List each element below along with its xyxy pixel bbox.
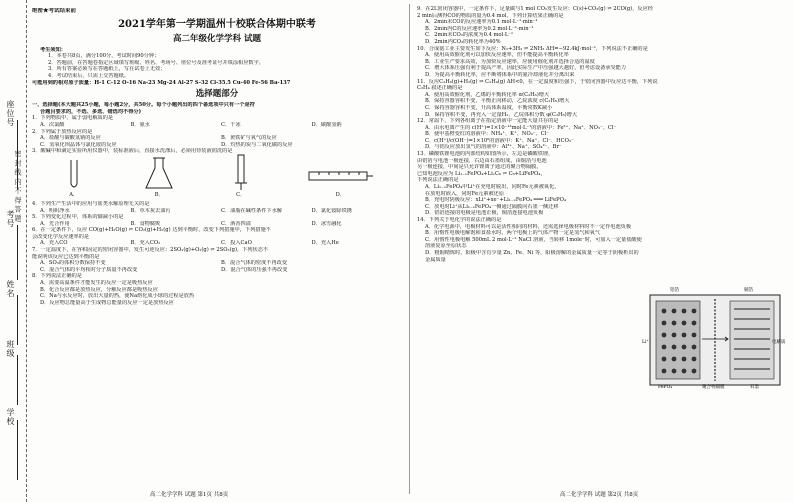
option: A．次氯酸: [40, 121, 65, 128]
question-stem: 6．在一定条件下，反应 CO(g)+H₂O(g) ⇌ CO₂(g)+H₂(g) 达到平衡时，改变下列措施中，下列措施不: [32, 227, 271, 234]
school-line: [17, 420, 18, 480]
option-row: [32, 267, 402, 274]
question-stem: 7．一定温度下，在容积固定的密闭容器中，发生可逆反应：2SO₂(g)+O₂(g) ⇌ 2SO₃(g)，下列状态不: [32, 247, 269, 254]
school-label: 学校: [6, 408, 15, 426]
apparatus-figures: [32, 157, 402, 199]
lfp-battery-diagram: [640, 283, 790, 391]
apparatus-b: [142, 156, 176, 199]
option: A．明矾净水: [40, 207, 70, 214]
question-stem: 14．下列关于电化学的说法正确的是: [417, 217, 502, 223]
option: B．2min内C的反应速率为0.2 mol·L⁻¹·min⁻¹: [425, 25, 534, 32]
secret-mark: 绝密★考试结束前: [32, 8, 77, 14]
option: A．化学电源中，电极材料可以是活性相同的材料，还需选择电极材料时不一定作电池负极: [425, 223, 632, 230]
option: A．需要高温条件才能发生的反应一定是吸热反应: [40, 280, 153, 287]
apparatus-label: D．: [335, 192, 345, 199]
option: D．灼热的炭与二氧化碳的反应: [221, 141, 293, 148]
question-stem: 11．反应C₂H₆(g)+H₂(g) ⇌ C₂H₄(g) ΔH<0，在一定温度和压强下，于密闭容器中反应达平衡，下列说: [417, 78, 658, 85]
option: C．氢氧化钡晶体与氯化铵的反应: [40, 141, 117, 148]
option: 溶液复原至原状态: [425, 243, 467, 250]
seal-line-text: 密 封 线 内 不 得 答 题: [14, 150, 22, 222]
graphite-label: 石墨: [750, 385, 759, 390]
name-label: 姓名: [6, 280, 15, 298]
option: B．保持容器容积不变，平衡正向移动，乙烷浓度 c(C₂H₆)增大: [425, 98, 570, 105]
question-stem: 4．下列生产生活中的应用与盐类水解原理无关的是: [32, 200, 150, 207]
option: B．充入CO₂: [130, 240, 161, 247]
al-foil-label: 铝箔: [670, 288, 679, 293]
exam-title: 2021学年第一学期温州十校联合体期中联考: [118, 18, 316, 30]
option-row: [32, 260, 402, 267]
option: B．氨水: [130, 121, 150, 128]
question-stem: 12．常温下，下列各组离子在指定溶液中一定能大量共存的是: [417, 118, 559, 125]
exam-no-label: 考号: [6, 210, 15, 228]
option: B．用惰性电极电解饱和食盐水时，两个电极上的气体产物一定是氢气和氧气: [425, 230, 601, 237]
question-stem: 已知电池反应为 Li₁₋ₓFePO₄+LiₓC₆ ⇌ C₆+LiFePO₄，: [417, 170, 546, 177]
page-1-footer: 高二化学学科 试题 第1页 共8页: [150, 492, 229, 498]
question-stem: 5．下列变化过程中，体系的熵减小的是: [32, 214, 124, 221]
graduated-cylinder-icon: [305, 162, 375, 192]
notice-item: 3．所有答案必须写在答题纸上，写在试卷上无效；: [48, 66, 166, 73]
option-row: [32, 208, 402, 215]
atomic-masses: 可能用到的相对原子质量：H-1 C-12 O-16 Na-23 Mg-24 Al-27 S-32 Cl-35.5 Cu-40 Fe-56 Ba-137: [32, 79, 291, 86]
option: A．充入CO: [40, 240, 68, 247]
name-line: [17, 295, 18, 345]
electrolyte-label: 电解质: [772, 340, 786, 345]
option: C．用惰性电极电解 500mL 2 mol·L⁻¹ NaCl 溶液，当转移 1mole⁻时，可加入一定量盐酸使: [425, 236, 642, 243]
page-2-footer: 高二化学学科 试题 第2页 共8页: [560, 492, 639, 498]
class-line: [17, 355, 18, 405]
fepo4-label: FePO₄: [658, 385, 673, 390]
option: B．使甲基橙变红的溶液中：NH₄⁺、K⁺、NO₃⁻、Cl⁻: [425, 131, 550, 138]
option: D．铝箔连接的电极是电池正极，铜箔连接电池负极: [425, 210, 544, 217]
notice-item: 4．考试结束后，只需上交答题纸。: [48, 72, 130, 79]
option: 金属质量: [425, 256, 446, 263]
option: D．混合气体的压强不再改变: [221, 266, 288, 273]
option: C．保持容器容积不变，升高体系温度，平衡常数K减小: [425, 104, 553, 111]
exam-no-line: [17, 225, 18, 280]
apparatus-a: [59, 158, 89, 199]
option: D．充入He: [311, 240, 339, 247]
binding-margin: [0, 0, 27, 502]
question-stem: 3．酸碱中和滴定实验所用仪器中，装标准液后，直接水洗涤后，必须用待装液润洗的是: [32, 148, 233, 155]
option: C．2min末CO₂的浓度为0.4 mol·L⁻¹: [425, 32, 514, 39]
option: D．反应物总能量高于生成物总能量的反应一定是放热反应: [40, 299, 174, 306]
section-title: 选择题部分: [195, 89, 239, 100]
apparatus-label: B．: [154, 192, 164, 199]
option: B．混合气体的密度不再改变: [221, 260, 288, 267]
conical-flask-icon: [142, 156, 176, 192]
notice-item: 1．本卷共8页，满分100分，考试时间90分钟；: [48, 53, 160, 60]
option: B．充电时阴极反应：xLi⁺+xe⁻+Li₁₋ₓFePO₄ ═══ LiFePO₄: [425, 197, 567, 204]
option: D．冰雪融化: [311, 220, 342, 227]
option: D．为提高平衡转化率，应不断将体系中的氨冷却液化并分离出来: [425, 71, 575, 78]
option: D．氯化铵除铁锈: [311, 207, 352, 214]
option: B．草木灰去油污: [130, 207, 171, 214]
apparatus-c: [230, 154, 252, 199]
option: A．Li₁₋ₓFePO₄中Li⁺在充电时脱出，同时Fe元素被氧化，: [425, 184, 560, 191]
option: C．投入CaO: [221, 240, 252, 247]
option-row: [32, 221, 402, 228]
option-row: [32, 122, 402, 129]
option: C．干冰: [221, 121, 241, 128]
exam-subtitle: 高二年级化学学科 试题: [173, 33, 261, 44]
question-stem: 由铝箔与电池一极连接，右边由石墨组成，由铜箔与电池: [417, 157, 547, 164]
page-divider: [409, 4, 410, 494]
apparatus-label: C．: [236, 192, 246, 199]
question-stem: 10．合成氨工业主要发生如下反应：N₂+3H₂ ⇌ 2NH₃ ΔH=−92.4kJ·mol⁻¹，下列说法不正确的是: [417, 45, 648, 52]
option: A．使用高效催化剂，乙烯的平衡转化率 α(C₂H₆)增大: [425, 91, 550, 98]
option: A．光合作用: [40, 220, 70, 227]
option: D．粗铜精炼时，阳极中含有少量 Zn、Fe、Ni 等，阳极溶解的金属质量一定等于阴极析出的: [425, 249, 639, 256]
cu-foil-label: 铜箔: [744, 288, 753, 293]
option: B．化合反应都是放热反应，分解反应都是吸热反应: [40, 286, 158, 293]
question-stem: 8．下列说法正确的是: [32, 273, 82, 280]
apparatus-label: A．: [69, 192, 79, 199]
option: D．2min内CO₂的转化率为40%: [425, 38, 501, 45]
burette-icon: [230, 154, 252, 192]
option: A．由水电离产生的 c(H⁺)=1×10⁻¹³mol·L⁻¹的溶液中：Fe²⁺、Na⁺、NO₃⁻、Cl⁻: [425, 124, 617, 131]
question-intro: 合题目要求的，不选、多选、错选均不得分): [40, 108, 142, 115]
option: D．与铝反应放出氢气的溶液中：Al³⁺、Na⁺、SO₄²⁻、Br⁻: [425, 144, 562, 151]
question-stem: 下列说法正确的是: [417, 177, 459, 184]
question-stem: 会改变化学反应速率的是: [32, 233, 90, 240]
question-stem: 13．磷酸铁锂电池的内部结构如图所示，左边是磷酸铁锂，: [417, 151, 554, 158]
option: D．碳酸氢钠: [311, 121, 342, 128]
option: C．增大体系压强有利于提高产率，因此实际生产中压强越大越好，但考虑设备承受能力: [425, 65, 627, 72]
option-row: [32, 142, 402, 149]
option: A．SO₃的体积分数保持不变: [40, 260, 106, 267]
option: B．黄铁矿与氧气的反应: [221, 135, 277, 142]
option: B．食物腐败: [130, 220, 161, 227]
anode-region: [730, 301, 774, 379]
option: B．工业生产要求高效，为加快反应速率，应使用催化剂并选择合适的温度: [425, 58, 595, 65]
question-stem: C₂H₄ 叙述正确的是: [417, 85, 463, 92]
question-stem: 2．下列属于放热反应的是: [32, 128, 93, 135]
option: C．油脂在碱性条件下水解: [221, 207, 283, 214]
seat-label: 座位号: [6, 100, 15, 127]
option: C．混合气体的平均相对分子质量不再改变: [40, 266, 138, 273]
question-intro: 一、选择题(本大题共25小题，每小题2分，共50分。每个小题列出的四个备选项中只有一个是符: [32, 102, 255, 109]
option: A．使用高效催化剂可以加快反应速率，但不能提高平衡转化率: [425, 52, 569, 59]
notice-item: 2．答题前，在答题卷指定区域填写班级、姓名、考场号、座位号及准考证号并填涂相应数字。: [48, 59, 264, 66]
question-stem: 9．在2L密闭容器中，一定条件下，足量碳与1 mol CO₂发生反应：C(s)+CO₂(g) ⇌ 2CO(g)，反应经: [417, 6, 653, 12]
apparatus-d: [305, 162, 375, 199]
notice-heading: 考生须知：: [40, 46, 66, 53]
page-1-column: [32, 6, 402, 306]
option: 在放电时嵌入，同时Fe元素被还原: [425, 190, 505, 197]
option-row: [32, 135, 402, 142]
page-2-column: [417, 6, 789, 263]
li-ion-label: Li⁺: [642, 340, 649, 345]
question-13-text: [417, 151, 632, 217]
option: D．保持容积不变，再充入一定量H₂，乙烷体积分数 φ(C₂H₆)增大: [425, 111, 578, 118]
option: A．2min末CO的反应速率为0.1 mol·L⁻¹·min⁻¹: [425, 19, 538, 26]
class-label: 班级: [6, 340, 15, 358]
question-stem: 能说明该反应已达到平衡的是: [32, 253, 100, 260]
question-stem: 另一极连接，中间是只允许锂离子通过的聚合物隔膜。: [417, 164, 542, 171]
question-stem: 2 min后测得CO的物质的量为0.4 mol，下列计算结果正确的是: [417, 12, 564, 19]
option: C．放电时Li⁺从Li₁₋ₓFePO₄一侧通过隔膜向石墨一侧迁移: [425, 203, 559, 210]
option: C．c(H⁺)/c(OH⁻)=1×10⁶的溶液中：K⁺、Na⁺、Cl⁻、HCO₃⁻: [425, 137, 574, 144]
membrane-label: 聚合物隔膜: [702, 385, 725, 390]
test-tube-icon: [59, 158, 89, 192]
question-stem: 1．下列物质中，属于弱电解质的是: [32, 115, 114, 122]
option: C．酒香四溢: [221, 220, 251, 227]
option-row: [32, 240, 402, 247]
option: A．盐酸与碳酸氢钠的反应: [40, 135, 101, 142]
option: C．Na与水反应时，放出大量的热，使Na熔化成小球的过程是放热: [40, 293, 195, 300]
